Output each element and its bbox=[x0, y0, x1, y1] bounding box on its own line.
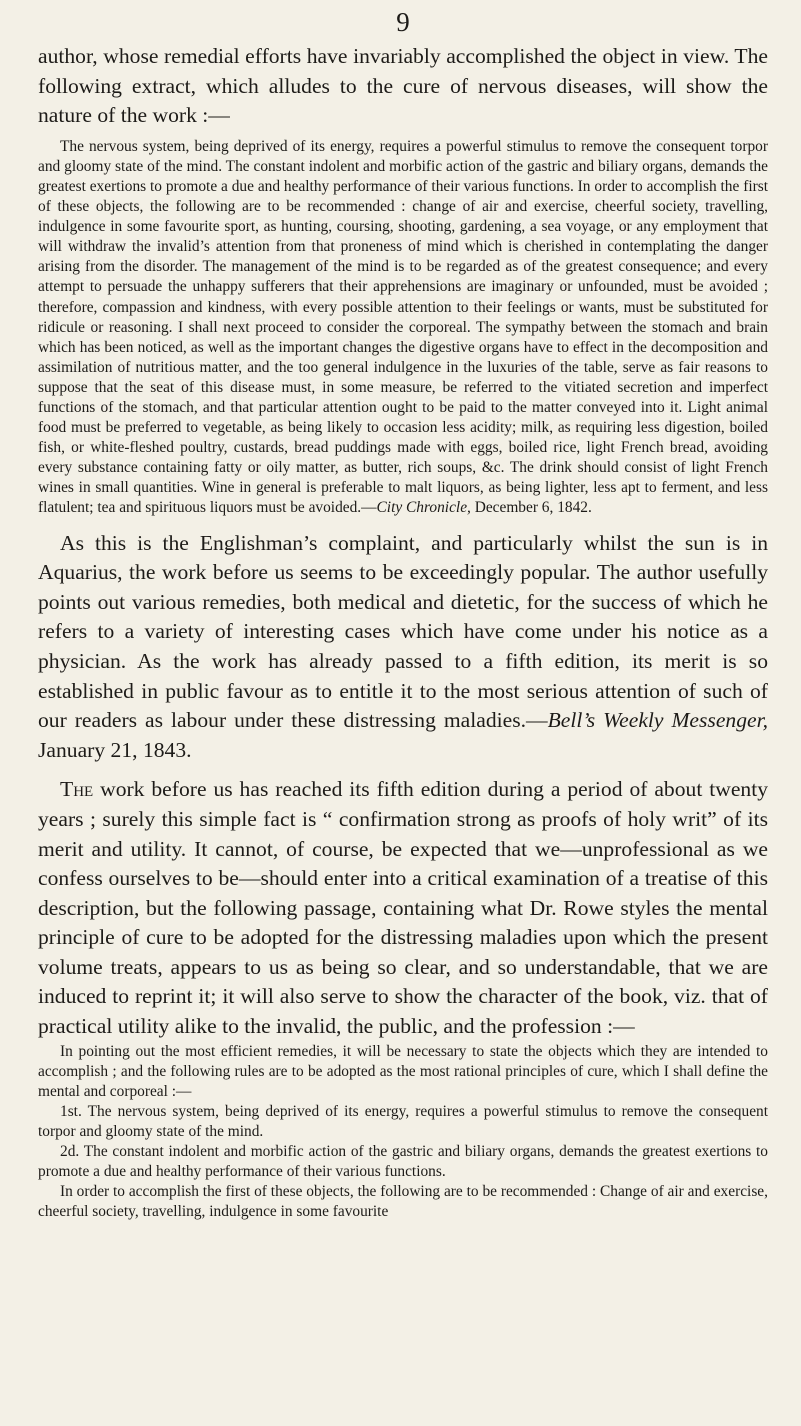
quoted-passage-recommendations: In order to accomplish the first of these objects, the following are to be recommended : Change of air and exercise, cheerful society, travelling, indulgence in some favourite bbox=[38, 1183, 768, 1221]
extract-body: The nervous system, being deprived of its energy, requires a powerful stimulus to remove the consequent torpor and gloomy state of the mind. The constant indolent and morbific action of the gastric and biliary organs, demands the greatest exertions to promote a due and healthy performance of their various functions. In order to accomplish the first of these objects, the following are to be recommended : change of air and exercise, cheerful society, travelling, indulgence in some favourite sport, as hunting, coursing, shooting, gardening, a sea voyage, or any employment that will withdraw the invalid’s attention from that proneness of mind which is cherished in contemplating the danger arising from the disorder. The management of the mind is to be regarded as of the greatest consequence; and every attempt to persuade the unhappy sufferers that their apprehensions are imaginary or unfounded, must be avoided ; therefore, compassion and kindness, with every possible attention to their feelings or wants, must be substituted for ridicule or reasoning. I shall next proceed to consider the corporeal. The sympathy between the stomach and brain which has been noticed, as well as the important changes the digestive organs have to effect in the decomposition and assimilation of nutritious matter, and the too general indulgence in the luxuries of the table, serve as fair reasons to suppose that the seat of this disease must, in some measure, be referred to the vitiated secretion and imperfect functions of the stomach, and that particular attention ought to be paid to the matter conveyed into it. Light animal food must be preferred to vegetable, as being likely to occasion less acidity; milk, as requiring less digestion, boiled fish, or white-fleshed poultry, custards, bread puddings made with eggs, boiled rice, light French bread, avoiding every substance containing fatty or oily matter, as butter, rich soups, &c. The drink should consist of light French wines in small quantities. Wine in general is preferable to malt liquors, as being lighter, less apt to ferment, and less flatulent; tea and spirituous liquors must be avoided.— bbox=[38, 137, 768, 517]
citation-source: Bell’s Weekly Messenger, bbox=[547, 708, 768, 733]
review-body: As this is the Englishman’s complaint, and particularly whilst the sun is in Aquarius, the work before us seems to be exceedingly popular. The author usefully points out various remedies, both medical and dietetic, for the success of which he refers to a variety of interesting cases which have come under his notice as a physician. As the work has already passed to a fifth edition, its merit is so established in public favour as to entitle it to the most serious attention of such of our readers as labour under these distressing maladies.— bbox=[38, 530, 768, 733]
citation-source: City Chronicle, bbox=[376, 499, 471, 517]
page-number: 9 bbox=[396, 7, 410, 37]
city-chronicle-extract bbox=[38, 137, 768, 519]
intro-paragraph: author, whose remedial efforts have invariably accomplished the object in view. The following extract, which alludes to the cure of nervous diseases, will show the nature of the work :— bbox=[38, 44, 768, 128]
review-body: work before us has reached its fifth edition during a period of about twenty years ; surely this simple fact is “ confirmation strong as proofs of holy writ” of its merit and utility. It cannot, of course, be expected that we—unprofessional as we confess ourselves to be—should enter into a critical examination of a treatise of this description, but the following passage, containing what Dr. Rowe styles the mental principle of cure to be adopted for the distressing maladies upon which the present volume treats, appears to us as being so clear, and so understandable, that we are induced to reprint it; it will also serve to show the character of the book, viz. that of practical utility alike to the invalid, the public, and the profession :— bbox=[38, 777, 768, 1039]
quoted-passage-second-rule: 2d. The constant indolent and morbific action of the gastric and biliary organs, demands the greatest exertions to promote a due and healthy performance of their various functions. bbox=[38, 1143, 768, 1181]
quoted-passage-intro: In pointing out the most efficient remedies, it will be necessary to state the objects which they are intended to accomplish ; and the following rules are to be adopted as the most rational principles of cure, which I shall define the mental and corporeal :— bbox=[38, 1042, 768, 1100]
lead-word: The bbox=[60, 777, 94, 802]
third-review-paragraph bbox=[38, 775, 768, 1041]
bells-review-paragraph bbox=[38, 529, 768, 766]
document-page bbox=[38, 8, 768, 1223]
citation-date: January 21, 1843. bbox=[38, 737, 192, 762]
quoted-passage-first-rule: 1st. The nervous system, being deprived of its energy, requires a powerful stimulus to remove the consequent torpor and gloomy state of the mind. bbox=[38, 1102, 768, 1141]
citation-date: December 6, 1842. bbox=[470, 499, 592, 517]
